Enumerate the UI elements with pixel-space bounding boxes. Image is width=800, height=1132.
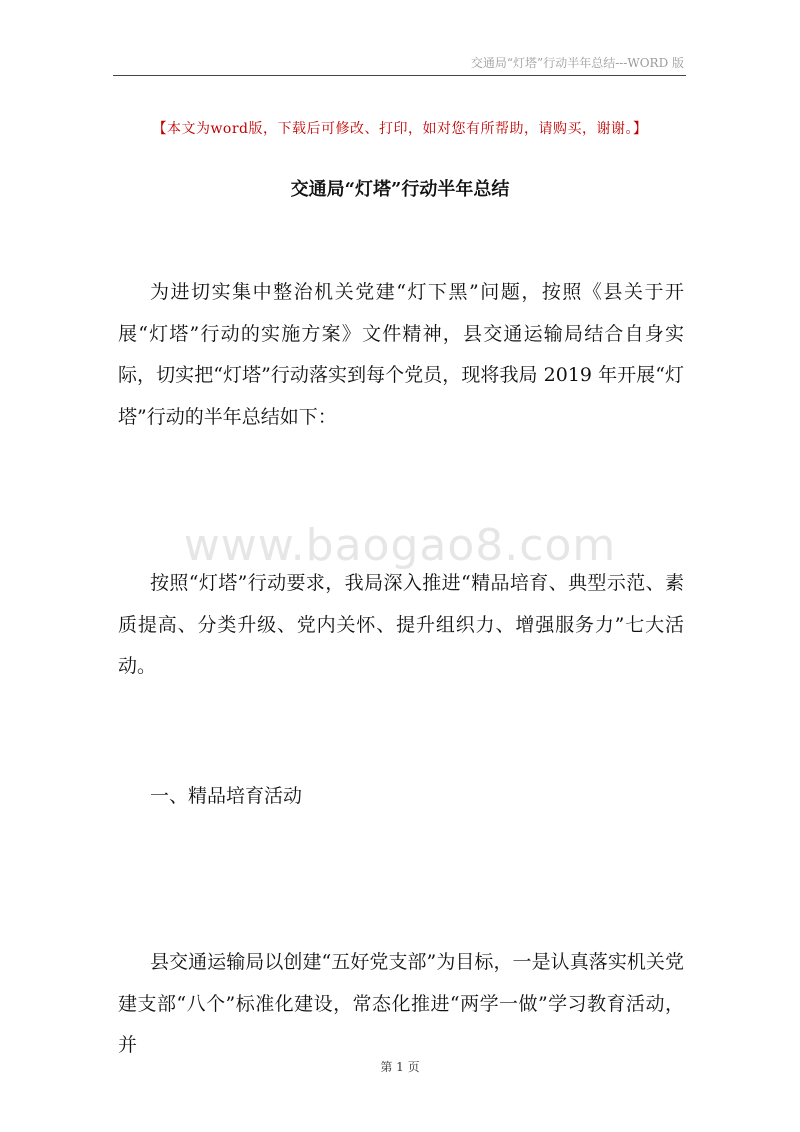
purchase-notice: 【本文为word版，下载后可修改、打印，如对您有所帮助，请购买，谢谢。】 <box>152 121 648 137</box>
watermark: www.baogao8.com <box>183 520 617 571</box>
paragraph-intro: 为进切实集中整治机关党建“灯下黑”问题，按照《县关于开展“灯塔”行动的实施方案》文件精神，县交通运输局结合自身实际，切实把“灯塔”行动落实到每个党员，现将我局 2019 年开展“灯塔”行动的半年总结如下： <box>118 281 684 428</box>
paragraph-activities: 按照“灯塔”行动要求，我局深入推进“精品培育、典型示范、素质提高、分类升级、党内关怀、提升组织力、增强服务力”七大活动。 <box>118 572 684 677</box>
page-number: 第 1 页 <box>380 1060 420 1074</box>
section-heading-1: 一、精品培育活动 <box>150 785 303 807</box>
paragraph-section-1: 县交通运输局以创建“五好党支部”为目标，一是认真落实机关党建支部“八个”标准化建设，常态化推进“两学一做”学习教育活动，并 <box>118 951 684 1056</box>
document-title: 交通局“灯塔”行动半年总结 <box>290 179 510 200</box>
running-header: 交通局“灯塔”行动半年总结---WORD 版 <box>470 56 684 70</box>
header-divider <box>113 75 686 76</box>
